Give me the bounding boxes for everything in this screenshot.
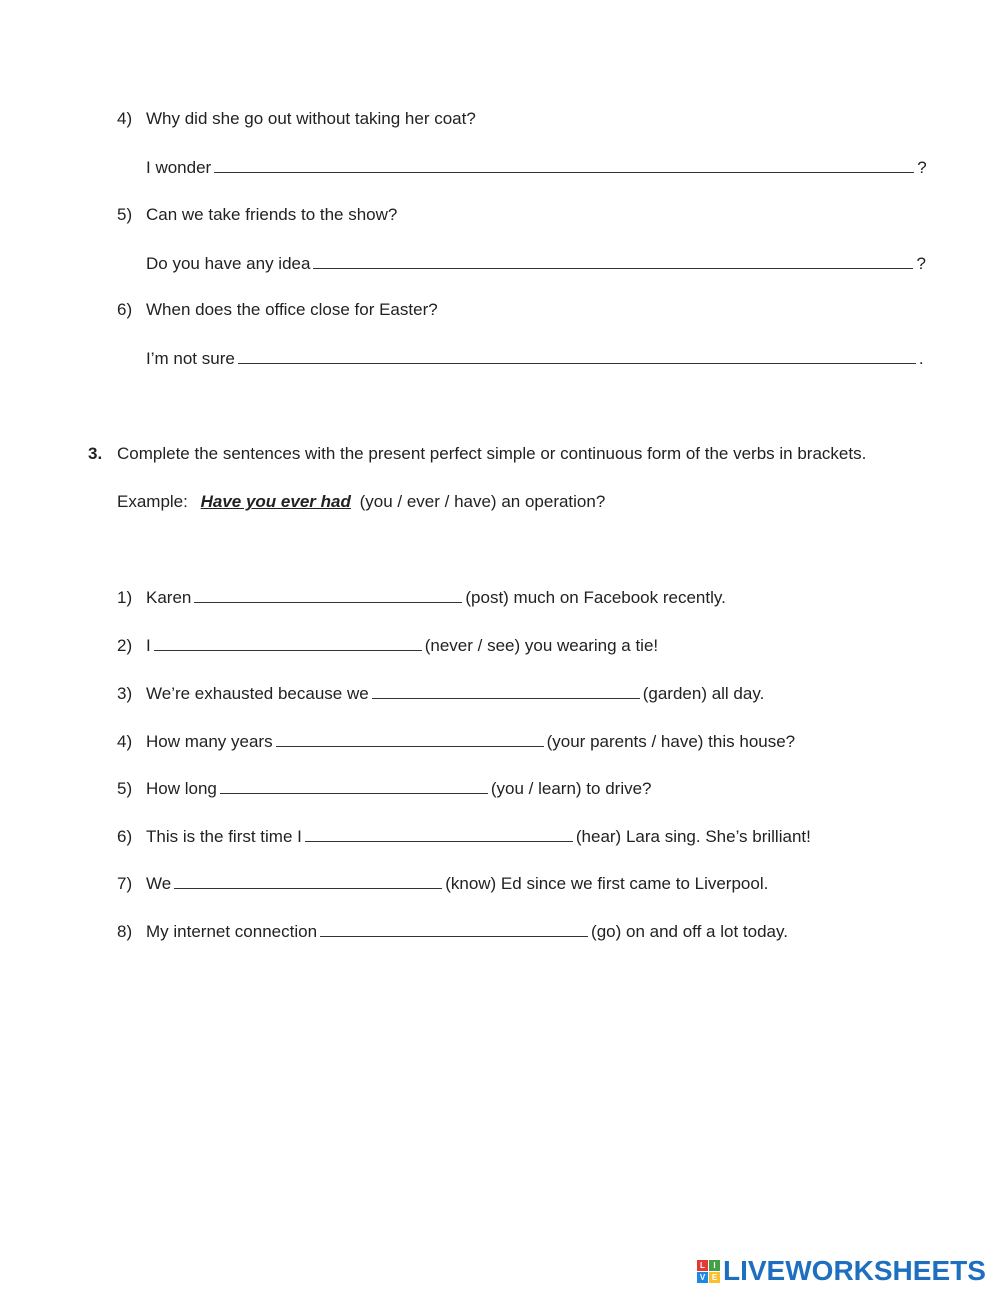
sentence-end: (you / learn) to drive?: [490, 779, 652, 798]
answer-end: .: [918, 349, 924, 368]
question-text: Why did she go out without taking her coat?: [146, 109, 476, 128]
example-rest: (you / ever / have) an operation?: [359, 492, 606, 511]
answer-line-6: [146, 347, 924, 370]
sentence-end: (post) much on Facebook recently.: [465, 588, 726, 607]
list-item: [117, 872, 768, 895]
answer-blank[interactable]: [305, 825, 573, 842]
logo-blocks-icon: [697, 1260, 720, 1283]
answer-end: ?: [917, 158, 927, 177]
example-line: [117, 491, 605, 513]
question-item-6: [117, 299, 438, 321]
question-item-4: [117, 108, 476, 130]
item-number: 6): [117, 300, 133, 319]
sentence-start: My internet connection: [146, 922, 318, 941]
item-number: 2): [117, 636, 133, 655]
sentence-end: (go) on and off a lot today.: [591, 922, 788, 941]
sentence-start: I: [146, 636, 151, 655]
logo-text: LIVEWORKSHEETS: [723, 1255, 986, 1286]
answer-line-4: [146, 156, 927, 179]
question-text: When does the office close for Easter?: [146, 300, 438, 319]
item-number: 7): [117, 874, 133, 893]
answer-blank[interactable]: [154, 634, 422, 651]
logo-block: V: [697, 1272, 708, 1283]
item-number: 3): [117, 684, 133, 703]
answer-line-5: [146, 252, 926, 275]
sentence-start: How long: [146, 779, 217, 798]
answer-prompt: Do you have any idea: [146, 254, 311, 273]
answer-blank[interactable]: [372, 682, 640, 699]
sentence-end: (your parents / have) this house?: [546, 732, 796, 751]
item-number: 5): [117, 205, 133, 224]
sentence-start: We: [146, 874, 172, 893]
answer-blank[interactable]: [194, 586, 462, 603]
answer-blank[interactable]: [313, 252, 913, 269]
answer-blank[interactable]: [320, 920, 588, 937]
sentence-end: (hear) Lara sing. She’s brilliant!: [575, 827, 811, 846]
item-number: 4): [117, 109, 133, 128]
sentence-end: (never / see) you wearing a tie!: [424, 636, 659, 655]
sentence-start: We’re exhausted because we: [146, 684, 369, 703]
liveworksheets-logo: [697, 1254, 986, 1288]
logo-block: I: [709, 1260, 720, 1271]
sentence-start: Karen: [146, 588, 192, 607]
sentence-end: (know) Ed since we first came to Liverpool.: [445, 874, 769, 893]
item-number: 4): [117, 732, 133, 751]
answer-blank[interactable]: [220, 777, 488, 794]
item-number: 1): [117, 588, 133, 607]
answer-blank[interactable]: [214, 156, 914, 173]
question-item-5: [117, 204, 397, 226]
list-item: [117, 634, 658, 657]
sentence-start: How many years: [146, 732, 273, 751]
list-item: [117, 586, 726, 609]
list-item: [117, 682, 764, 705]
answer-end: ?: [916, 254, 926, 273]
sentence-end: (garden) all day.: [642, 684, 765, 703]
question-text: Can we take friends to the show?: [146, 205, 398, 224]
example-answer: Have you ever had: [200, 492, 351, 511]
list-item: [117, 825, 811, 848]
section-number: 3.: [88, 444, 103, 463]
answer-blank[interactable]: [276, 730, 544, 747]
list-item: [117, 920, 788, 943]
logo-block: E: [709, 1272, 720, 1283]
item-number: 6): [117, 827, 133, 846]
answer-prompt: I wonder: [146, 158, 212, 177]
answer-prompt: I’m not sure: [146, 349, 235, 368]
answer-blank[interactable]: [174, 872, 442, 889]
logo-block: L: [697, 1260, 708, 1271]
example-label: Example:: [117, 492, 188, 511]
section-instruction: Complete the sentences with the present perfect simple or continuous form of the verbs in brackets.: [117, 444, 867, 463]
item-number: 8): [117, 922, 133, 941]
list-item: [117, 730, 795, 753]
item-number: 5): [117, 779, 133, 798]
sentence-start: This is the first time I: [146, 827, 302, 846]
answer-blank[interactable]: [238, 347, 916, 364]
list-item: [117, 777, 652, 800]
